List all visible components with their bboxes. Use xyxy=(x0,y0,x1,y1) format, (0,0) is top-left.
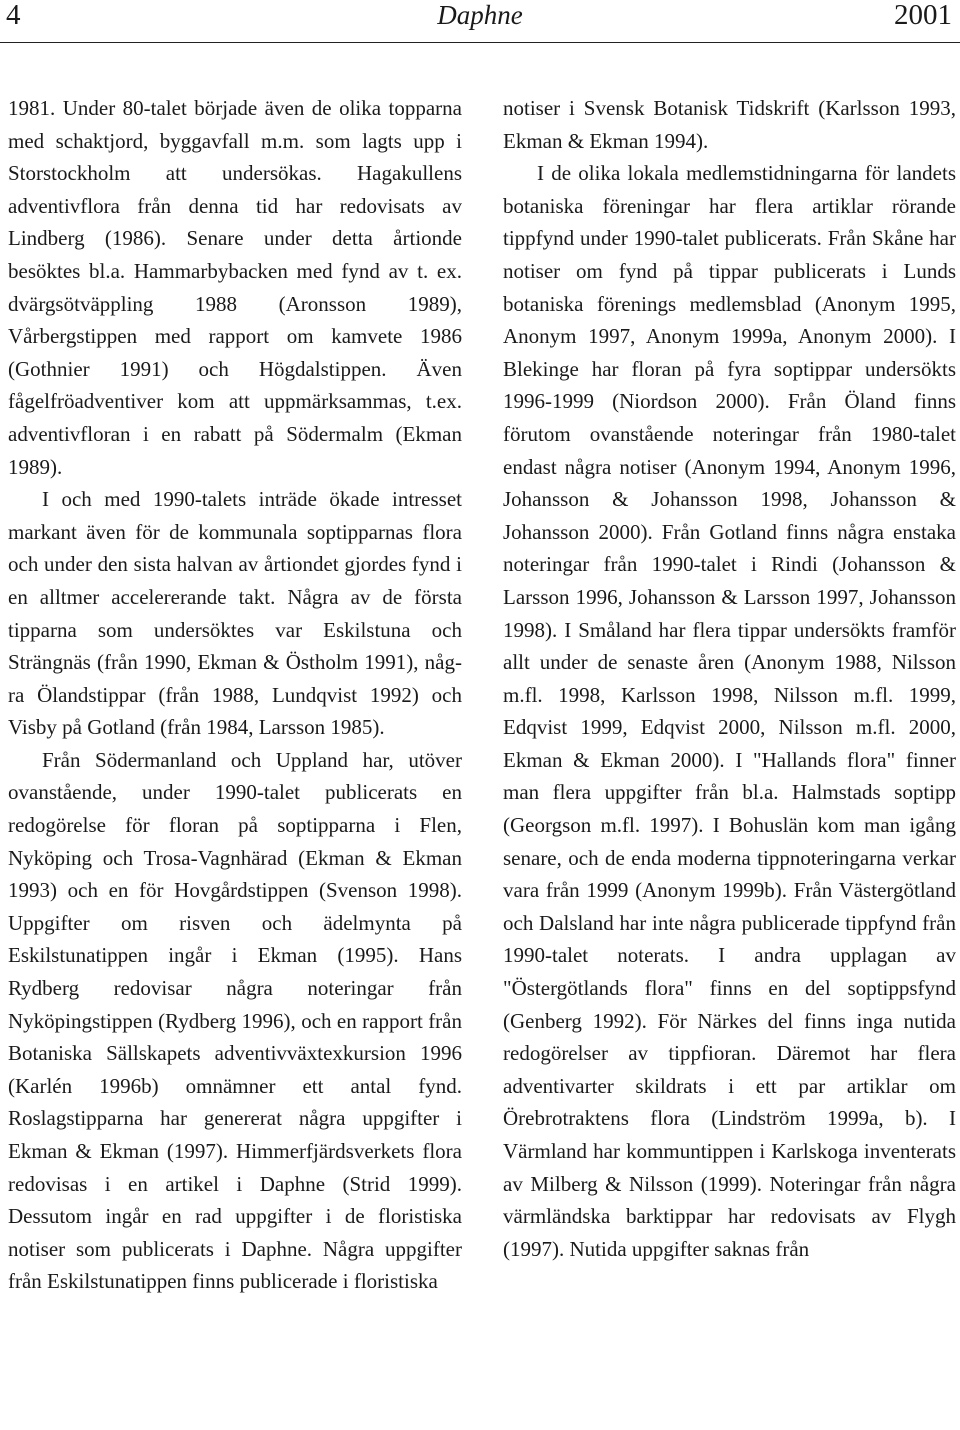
paragraph: I de olika lokala medlemstidningarna för landets botaniska föreningar har flera artiklar rörande tippfynd under 1990-talet publicerats. Från Skåne har notiser om fynd på tippar publicerats i Lunds botaniska förenings medlemsblad (Anonym 1995, Anonym 1997, Anonym 1999a, Anonym 2000). I Blekinge har floran på fyra soptippar undersökts 1996-1999 (Niordson 2000). Från Öland finns förutom ovanstående noteringar från 1980-talet endast några notiser (Anonym 1994, Anonym 1996, Johansson & Johansson 1998, Johansson & Johansson 2000). Från Gotland finns några enstaka noteringar från 1990-talet i Rindi (Johansson & Larsson 1996, Johansson & Larsson 1997, Johansson 1998). I Småland har flera tippar undersökts framför allt under de senaste åren (Anonym 1988, Nilsson m.fl. 1998, Karlsson 1998, Nilsson m.fl. 1999, Edqvist 1999, Edqvist 2000, Nilsson m.fl. 2000, Ekman & Ekman 2000). I "Hallands flora" finner man flera uppgifter från bl.a. Halmstads soptipp (Georgson m.fl. 1997). I Bohuslän kom man igång senare, och de enda moderna tippnoteringarna verkar vara från 1999 (Anonym 1999b). Från Västergötland och Dalsland har inte några publicerade tippfynd från 1990-talet noterats. I andra upplagan av "Östergötlands flora" finns en del soptippsfynd (Genberg 1992). För Närkes del finns inga nutida redogörelser av tippfioran. Däremot har flera adventivarter skildrats i ett par artiklar om Örebrotraktens flora (Lindström 1999a, b). I Värmland har kommuntippen i Karlskoga inventerats av Milberg & Nilsson (1999). Noteringar från några värmländska barktippar har redovisats av Flygh (1997). Nutida uppgifter saknas från xyxy=(503,161,956,1261)
publication-year: 2001 xyxy=(894,0,952,31)
right-column xyxy=(503,92,956,1265)
header-rule xyxy=(0,42,960,43)
left-column xyxy=(8,92,462,1298)
journal-title: Daphne xyxy=(437,0,523,30)
paragraph: notiser i Svensk Botanisk Tidskrift (Karlsson 1993, Ekman & Ekman 1994). xyxy=(503,96,956,153)
page-number: 4 xyxy=(6,0,21,31)
paragraph: I och med 1990-talets inträde ökade intresset markant även för de kommunala soptipparnas flora och under den sista halvan av årtiondet gjordes fynd i en alltmer accelererande takt. Några av de första tipparna som undersöktes var Eskilstuna och Strängnäs (från 1990, Ekman & Östholm 1991), några Ölandstippar (från 1988, Lundqvist 1992) och Visby på Gotland (från 1984, Larsson 1985). xyxy=(8,487,462,740)
running-header xyxy=(0,0,960,40)
paragraph: 1981. Under 80-talet började även de olika topparna med schaktjord, byggavfall m.m. som lagts upp i Storstockholm att undersökas. Hagakullens adventivflora från denna tid har redovisats av Lindberg (1986). Senare under detta årtionde besöktes bl.a. Hammarbybacken med fynd av t. ex. dvärgsötväppling 1988 (Aronsson 1989), Vårbergstippen med rapport om kamvete 1986 (Gothnier 1991) och Högdalstippen. Även fågelfröadventiver kom att uppmärksammas, t.ex. adventivfloran i en rabatt på Södermalm (Ekman 1989). xyxy=(8,96,462,479)
paragraph: Från Södermanland och Uppland har, utöver ovanstående, under 1990-talet publicerats en redogörelse för floran på soptipparna i Flen, Nyköping och Trosa-Vagnhärad (Ekman & Ekman 1993) och en för Hovgårdstippen (Svenson 1998). Uppgifter om risven och ädelmynta på Eskilstunatippen ingår i Ekman (1995). Hans Rydberg redovisar några noteringar från Nyköpingstippen (Rydberg 1996), och en rapport från Botaniska Sällskapets adventivväxtexkursion 1996 (Karlén 1996b) omnämner ett antal fynd. Roslagstipparna har genererat några uppgifter i Ekman & Ekman (1997). Himmerfjärdsverkets flora redovisas i en artikel i Daphne (Strid 1999). Dessutom ingår en rad uppgifter i de floristiska notiser som publicerats i Daphne. Några uppgifter från Eskilstunatippen finns publicerade i floristiska xyxy=(8,747,462,1294)
